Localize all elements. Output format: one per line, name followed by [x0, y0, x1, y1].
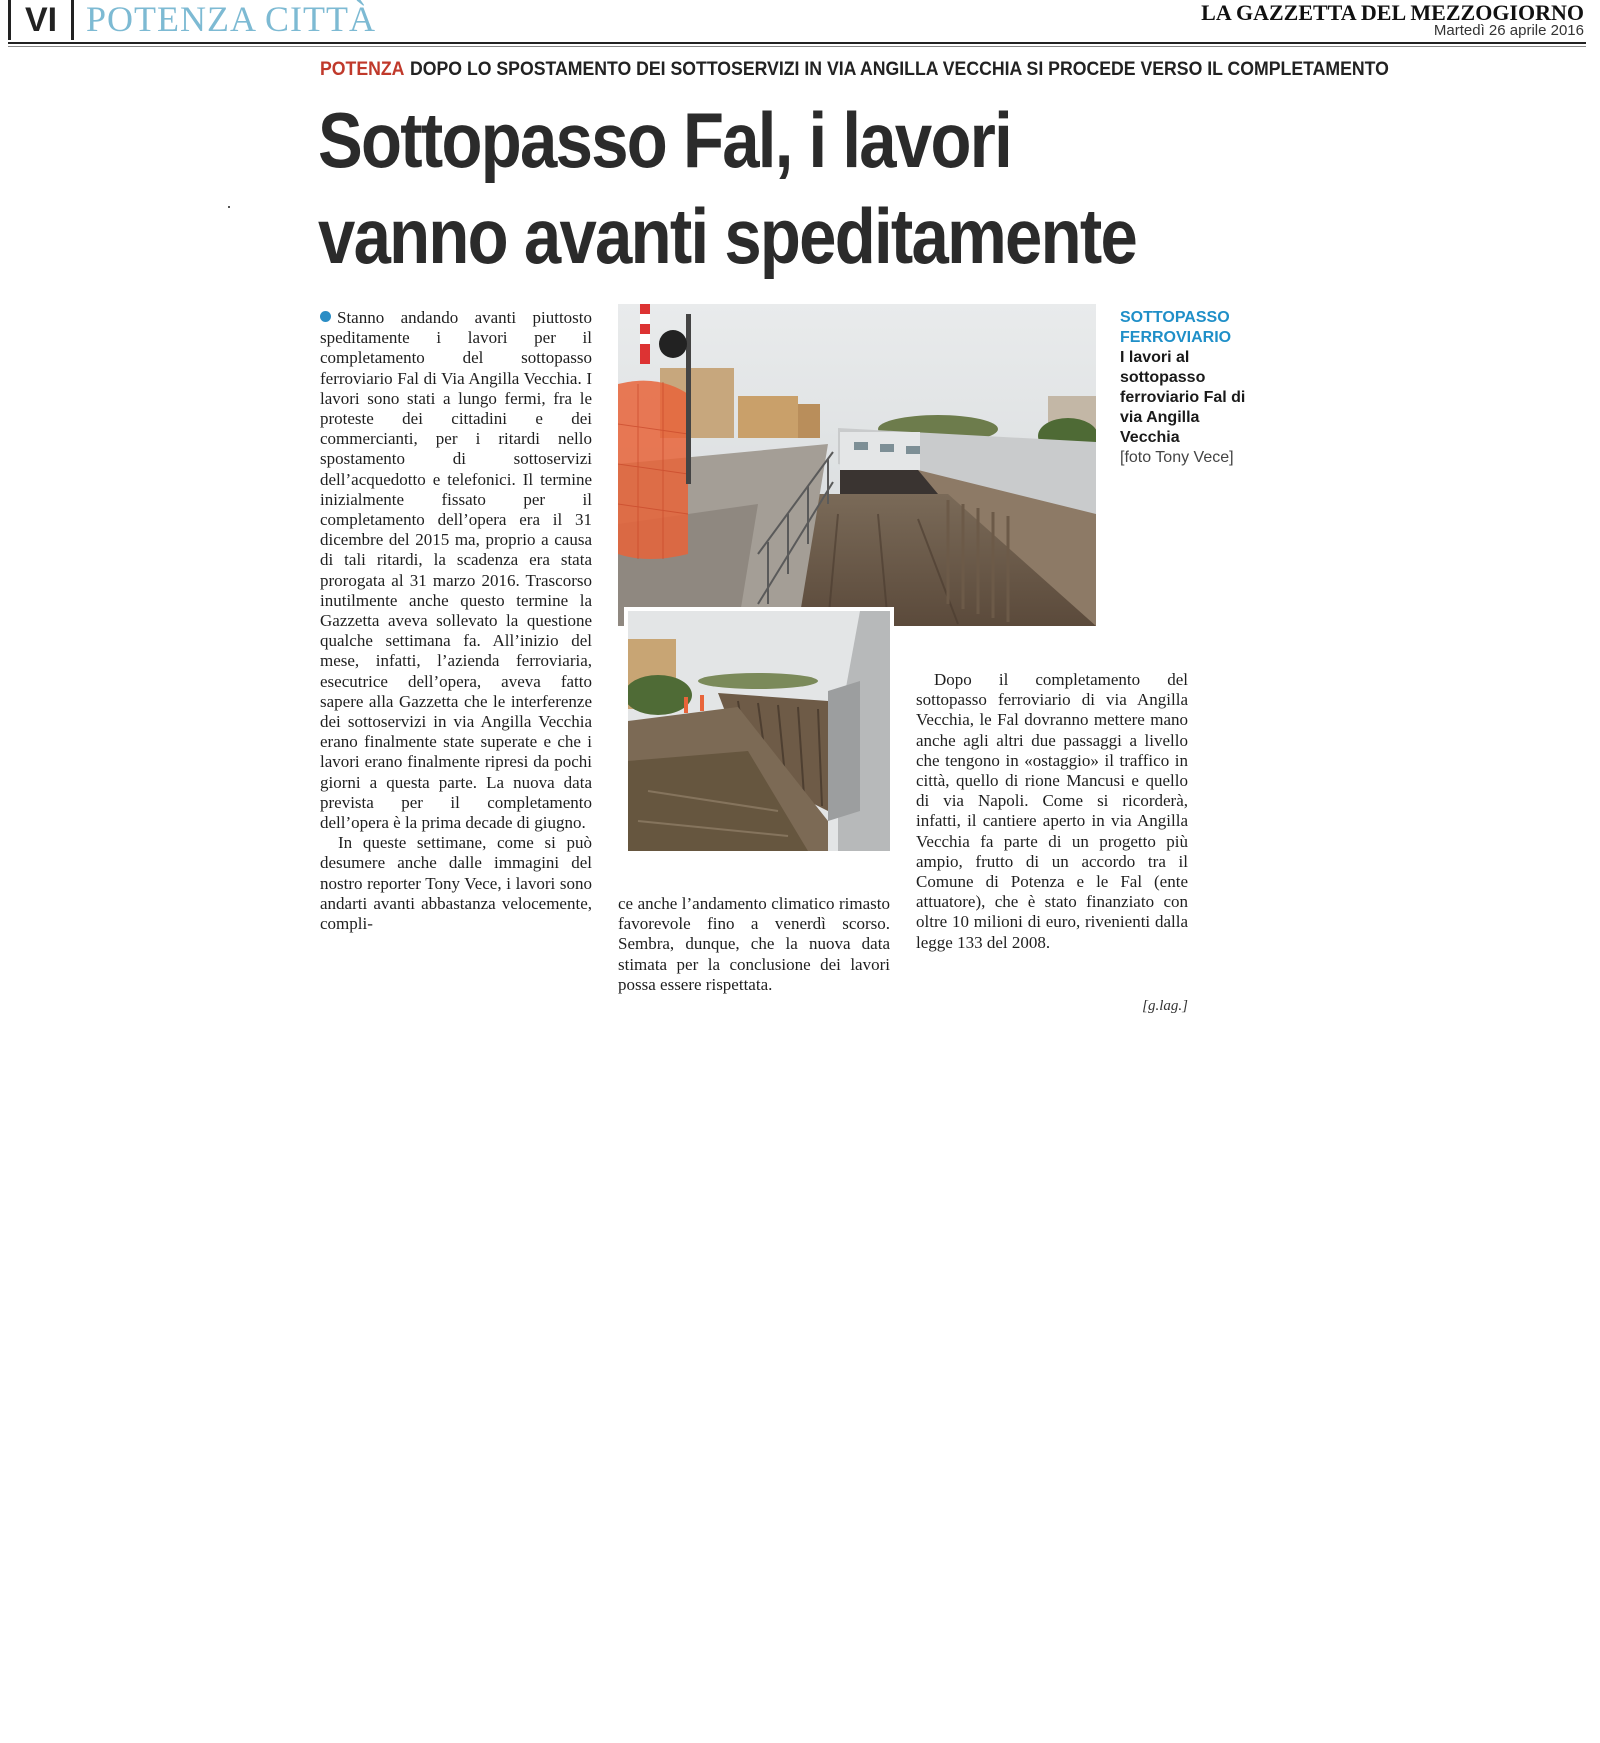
caption-title-line-2: FERROVIARIO [1120, 329, 1232, 346]
print-speck [228, 206, 230, 208]
headline-line-1: Sottopasso Fal, i lavori [318, 96, 1012, 184]
photo-underpass-illustration [618, 304, 1096, 626]
article-column-2 [618, 894, 890, 995]
photo-credit: [foto Tony Vece] [1120, 449, 1234, 466]
photo-excavation-detail [624, 607, 894, 855]
header-rule-thin [8, 46, 1586, 47]
bullet-dot-icon [320, 311, 331, 322]
author-signature: [g.lag.] [1142, 998, 1188, 1014]
photo-caption [1120, 308, 1250, 468]
article-column-1 [320, 308, 592, 934]
article-paragraph-1 [320, 308, 592, 833]
caption-title-line-1: SOTTOPASSO [1120, 309, 1230, 326]
kicker-text: DOPO LO SPOSTAMENTO DEI SOTTOSERVIZI IN VIA ANGILLA VECCHIA SI PROCEDE VERSO IL COMPLETAMENTO [410, 59, 1389, 80]
article-column-3 [916, 670, 1188, 953]
headline-line-2: vanno avanti speditamente [318, 192, 1137, 280]
photo-excavation-illustration [628, 611, 890, 851]
header-rule [8, 42, 1586, 44]
article-paragraph-3: ce anche l’andamento climatico rimasto favorevole fino a venerdì scorso. Sembra, dunque, che la nuova data stimata per la conclusione dei lavori possa essere rispettata. [618, 894, 890, 994]
kicker-place: POTENZA [320, 59, 405, 80]
section-name: POTENZA CITTÀ [86, 0, 376, 39]
issue-date: Martedì 26 aprile 2016 [1433, 22, 1584, 39]
article-paragraph-4: Dopo il completamento del sottopasso ferroviario di via Angilla Vecchia, le Fal dovranno mettere mano anche agli altri due passaggi a livello che tengono in «ostaggio» il traffico in città, quello di rione Mancusi e quello di via Napoli. Come si ricorderà, infatti, il cantiere aperto in via Angilla Vecchia fa parte di un progetto più ampio, frutto di un accordo tra il Comune di Potenza e le Fal (ente attuatore), che è stato finanziato con oltre 10 milioni di euro, rivenienti dalla legge 133 del 2008. [916, 670, 1188, 952]
article-headline [318, 92, 1161, 284]
article-kicker [320, 58, 1389, 82]
newspaper-masthead: LA GAZZETTA DEL MEZZOGIORNO [1201, 0, 1584, 25]
caption-body: I lavori al sottopasso ferroviario Fal di via Angilla Vecchia [1120, 349, 1246, 446]
photo-underpass-construction [618, 304, 1096, 626]
page-number: VI [8, 0, 74, 40]
article-paragraph-2: In queste settimane, come si può desumere anche dalle immagini del nostro reporter Tony Vece, i lavori sono andarti avanti abbastanza velocemente, compli- [320, 833, 592, 934]
article-paragraph-1-text: Stanno andando avanti piuttosto speditamente i lavori per il completamento del sottopasso ferroviario Fal di Via Angilla Vecchia. I lavori sono stati a lungo fermi, fra le proteste dei cittadini e dei commercianti, per i ritardi nello spostamento di sottoservizi dell’acquedotto e telefonici. Il termine inizialmente fissato per il completamento dell’opera era il 31 dicembre del 2015 ma, proprio a causa di tali ritardi, la scadenza era stata prorogata al 31 marzo 2016. Trascorso inutilmente anche questo termine la Gazzetta aveva sollevato la questione qualche settimana fa. All’inizio del mese, infatti, l’azienda ferroviaria, esecutrice dell’opera, aveva fatto sapere alla Gazzetta che le interferenze dei sottoservizi in via Angilla Vecchia erano finalmente state superate e che i lavori erano finalmente ripresi da pochi giorni a questa parte. La nuova data prevista per il completamento dell’opera è la prima decade di giugno. [320, 308, 592, 833]
